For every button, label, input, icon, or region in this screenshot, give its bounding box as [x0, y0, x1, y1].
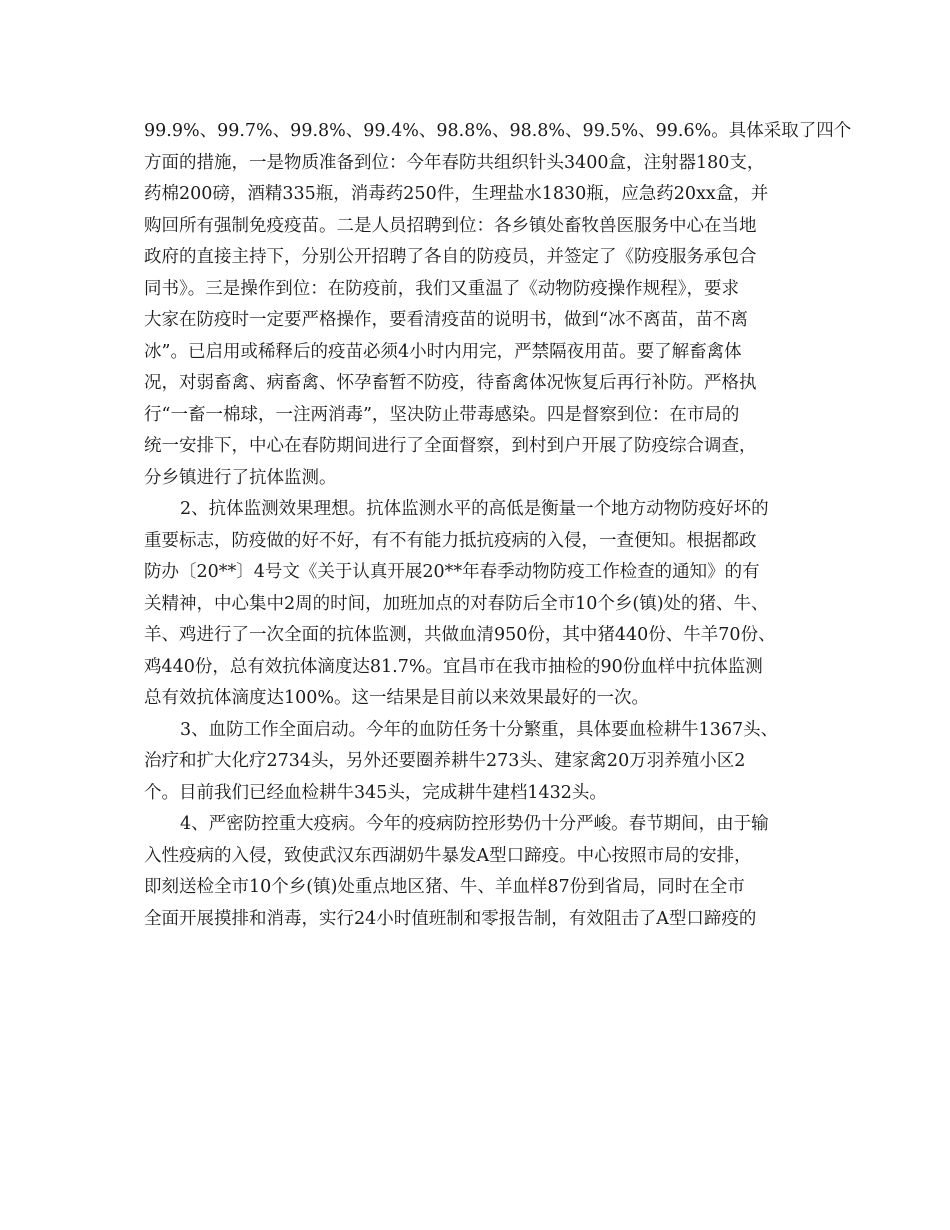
text-line: 99.9%、99.7%、99.8%、99.4%、98.8%、98.8%、99.5%、99.6%。具体采取了四个	[144, 121, 852, 141]
paragraph-start-line: 2、抗体监测效果理想。抗体监测水平的高低是衡量一个地方动物防疫好坏的	[180, 499, 769, 519]
text-line: 大家在防疫时一定要严格操作，要看清疫苗的说明书，做到“冰不离苗，苗不离	[144, 310, 748, 330]
paragraph-start-line: 3、血防工作全面启动。今年的血防任务十分繁重，具体要血检耕牛1367头、	[180, 719, 779, 740]
text-line: 购回所有强制免疫疫苗。二是人员招聘到位：各乡镇处畜牧兽医服务中心在当地	[144, 215, 757, 236]
text-line: 即刻送检全市10个乡(镇)处重点地区猪、牛、羊血样87份到省局，同时在全市	[144, 877, 745, 897]
text-line: 鸡440份，总有效抗体滴度达81.7%。宜昌市在我市抽检的90份血样中抗体监测	[144, 656, 763, 677]
text-line: 方面的措施，一是物质准备到位：今年春防共组织针头3400盒，注射器180支，	[144, 152, 765, 173]
text-line: 羊、鸡进行了一次全面的抗体监测，共做血清950份，其中猪440份、牛羊70份、	[144, 625, 776, 645]
paragraph-start-line: 4、严密防控重大疫病。今年的疫病防控形势仍十分严峻。春节期间，由于输	[180, 814, 769, 834]
text-line: 行“一畜一棉球，一注两消毒”，坚决防止带毒感染。四是督察到位：在市局的	[144, 404, 740, 425]
text-line: 入性疫病的入侵，致使武汉东西湖奶牛暴发A型口蹄疫。中心按照市局的安排，	[144, 845, 752, 866]
text-line: 冰”。已启用或稀释后的疫苗必须4小时内用完，严禁隔夜用苗。要了解畜禽体	[144, 341, 742, 362]
text-line: 政府的直接主持下，分别公开招聘了各自的防疫员，并签定了《防疫服务承包合	[144, 247, 757, 267]
text-line: 治疗和扩大化疗2734头，另外还要圈养耕牛273头、建家禽20万羽养殖小区2	[144, 751, 746, 771]
text-line: 重要标志，防疫做的好不好，有不有能力抵抗疫病的入侵，一查便知。根据都政	[144, 530, 757, 551]
text-line: 分乡镇进行了抗体监测。	[144, 467, 337, 488]
text-line: 个。目前我们已经血检耕牛345头，完成耕牛建档1432头。	[144, 782, 607, 803]
text-line: 全面开展摸排和消毒，实行24小时值班制和零报告制，有效阻击了A型口蹄疫的	[144, 908, 757, 929]
text-line: 总有效抗体滴度达100%。这一结果是目前以来效果最好的一次。	[144, 688, 650, 708]
text-line: 药棉200磅，酒精335瓶，消毒药250件，生理盐水1830瓶，应急药20xx盒，并	[144, 184, 769, 204]
document-body	[144, 116, 852, 935]
text-line: 统一安排下，中心在春防期间进行了全面督察，到村到户开展了防疫综合调查，	[144, 436, 757, 456]
text-line: 同书》。三是操作到位：在防疫前，我们又重温了《动物防疫操作规程》，要求	[144, 278, 739, 299]
text-line: 关精神，中心集中2周的时间，加班加点的对春防后全市10个乡(镇)处的猪、牛、	[144, 593, 769, 614]
text-line: 况，对弱畜禽、病畜禽、怀孕畜暂不防疫，待畜禽体况恢复后再行补防。严格执	[144, 373, 757, 393]
text-line: 防办〔20**〕4号文《关于认真开展20**年春季动物防疫工作检查的通知》的有	[144, 562, 760, 582]
